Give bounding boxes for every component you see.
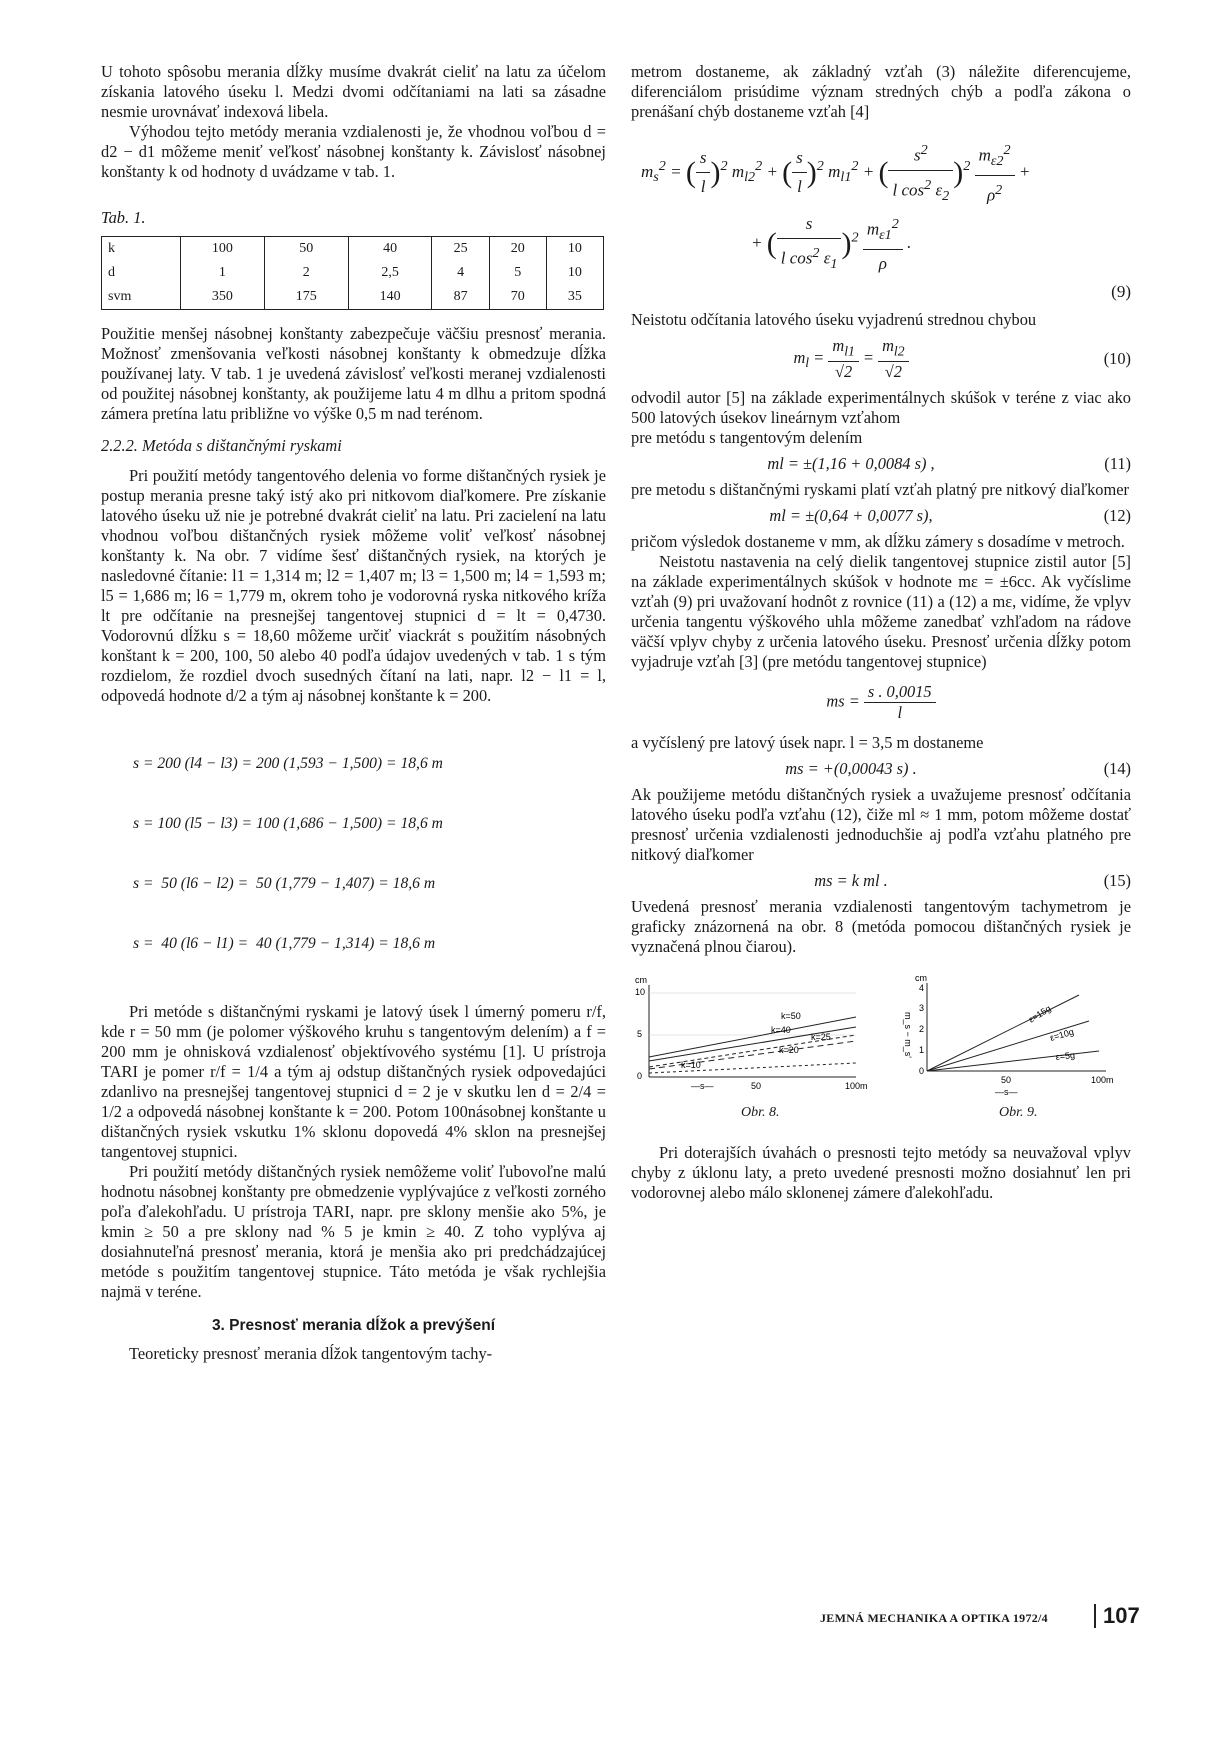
fig8-unit-y: cm xyxy=(635,975,647,986)
fig9-unit-y: cm xyxy=(915,973,927,984)
table-cell: 1 xyxy=(181,261,265,285)
fig9-x-symbol: —s— xyxy=(995,1087,1018,1098)
fig9-ytick: 0 xyxy=(919,1066,925,1077)
table-cell: 350 xyxy=(181,285,265,310)
fig9-ytick: 2 xyxy=(919,1024,925,1035)
table-row xyxy=(102,261,604,285)
fig8-label: k=40 xyxy=(771,1025,791,1036)
equation-14: ms = +(0,00043 s) . (14) xyxy=(785,759,1131,779)
right-column xyxy=(631,62,1131,1203)
equation-13: ms = $\frac{s . 0,0015}{l}$ xyxy=(631,682,1131,723)
journal-footer: JEMNÁ MECHANIKA A OPTIKA 1972/4 xyxy=(820,1611,1048,1625)
table-cell: 4 xyxy=(432,261,489,285)
table-cell: 10 xyxy=(546,237,603,262)
table-cell: 175 xyxy=(264,285,348,310)
fig9-unit-x: 100m xyxy=(1091,1075,1114,1086)
table-cell: 5 xyxy=(489,261,546,285)
table-cell: 50 xyxy=(264,237,348,262)
paragraph: U tohoto spôsobu merania dĺžky musíme dvakrát cieliť na latu za účelom získania latového úseku l. Medzi dvomi odčítaniami na lati sa zásadne nesmie urovnávať indexová libela. xyxy=(101,62,606,121)
fig8-ytick: 5 xyxy=(637,1029,643,1040)
figures-row xyxy=(631,973,1131,1133)
table-cell: 10 xyxy=(546,261,603,285)
paragraph: Teoreticky presnosť merania dĺžok tangentovým tachy- xyxy=(129,1344,493,1363)
data-table xyxy=(101,236,604,310)
equation-number: (10) xyxy=(1103,348,1131,368)
fig8-label: k=10 xyxy=(681,1060,701,1071)
fig9-label: ε=5g xyxy=(1055,1050,1076,1063)
figure-8 xyxy=(631,973,891,1103)
figure-9-caption: Obr. 9. xyxy=(999,1105,1038,1121)
paragraph: Pri metóde s dištančnými ryskami je latový úsek l úmerný pomeru r/f, kde r = 50 mm (je polomer výškového kruhu s tangentovým delením) a f = 200 mm je ohnisková vzdialenosť objektívového systému [1]. U prístroja TARI je pomer r/f = 1/4 a tým aj odstup dištančných rysiek odpovedajúci zdanlivo na presnejšej tangentovej stupnici d = 2 je v skutku len d = 2/4 = 1/2 a odpovedá násobnej konštante k = 200. Potom 100násobnej konštante u dištančných rysiek vskutku 1% sklonu dopovedá 4% sklon na presnejšej tangentovej stupnici. xyxy=(101,1002,606,1161)
fig8-xtick: 50 xyxy=(751,1081,762,1092)
table-cell: 2,5 xyxy=(348,261,432,285)
paragraph: a vyčíslený pre latový úsek napr. l = 3,5 m dostaneme xyxy=(631,733,984,753)
fig9-ytick: 1 xyxy=(919,1045,925,1056)
table-cell: 140 xyxy=(348,285,432,310)
fig9-y-axis-label: m_s − m_s' xyxy=(903,1012,913,1059)
table-cell: 35 xyxy=(546,285,603,310)
fig8-label: k=50 xyxy=(781,1011,801,1022)
fig8-unit-x: 100m xyxy=(845,1081,868,1092)
calculation-block xyxy=(133,714,606,994)
fig8-x-symbol: —s— xyxy=(691,1081,714,1092)
paragraph: pre metodu s dištančnými ryskami platí vzťah platný pre nitkový diaľkomer xyxy=(631,480,1129,500)
section-heading: 3. Presnosť merania dĺžok a prevýšení xyxy=(211,1317,496,1334)
paragraph: Použitie menšej násobnej konštanty zabezpečuje väčšiu presnosť merania. Možnosť zmenšovania veľkosti násobnej konštanty k obmedzuje dĺžka používanej laty. V tab. 1 je uvedená závislosť veľkosti meranej vzdialenosti od použitej násobnej konštanty, ak použijeme latu 4 m dlhu a pritom spodná zámera pretína latu približne vo výške 0,5 m nad terénom. xyxy=(101,324,606,423)
paragraph: metrom dostaneme, ak základný vzťah (3) náležite diferencujeme, diferenciálom prisúdime význam stredných chýb a podľa zákona o prenášaní chýb dostaneme vzťah [4] xyxy=(631,62,1131,121)
paragraph: Pri doterajších úvahách o presnosti tejto metódy sa neuvažoval vplyv chyby z úklonu laty, a preto uvedené presnosti možno dosiahnuť len pri vodorovnej alebo málo sklonenej zámere ďalekohľadu. xyxy=(631,1143,1131,1203)
table-cell: 20 xyxy=(489,237,546,262)
figure-9 xyxy=(891,973,1131,1103)
paragraph: Pri použití metódy tangentového delenia vo forme dištančných rysiek je postup merania presne taký istý ako pri nitkovom diaľkomere. Pre získanie latového úseku už nie je potrebné dvakrát cieliť na latu. Pri zacielení na latu vhodnou voľbou dištančných rysiek môžeme voliť veľkosť násobnej konštanty k. Na obr. 7 vidíme šesť dištančných rysiek, na ktorých je nasledovné čítanie: l1 = 1,314 m; l2 = 1,407 m; l3 = 1,500 m; l4 = 1,593 m; l5 = 1,686 m; l6 = 1,779 m, okrem toho je vodorovná ryska nitkového kríža lt pre odčítanie na presnejšej tangentovej stupnici d = lt = 0,4730. Vodorovnú dĺžku s = 18,60 môžeme určiť viackrát s použitím násobných konštant k = 200, 100, 50 alebo 40 podľa údajov uvedených v tab. 1 s tým rozdielom, že rozdiel dvoch susedných čítaní na lati, napr. l2 − l1 = l, odpovedá hodnote d/2 a tým aj násobnej konštante k = 200. xyxy=(101,466,606,705)
calc-line: s = 40 (l6 − l1) = 40 (1,779 − 1,314) = 18,6 m xyxy=(133,935,436,952)
table-row xyxy=(102,285,604,310)
paragraph: odvodil autor [5] na základe experimentálnych skúšok v teréne z viac ako 500 latových úsekov lineárnym vzťahom xyxy=(631,388,1131,428)
table-cell: 40 xyxy=(348,237,432,262)
paragraph: Ak použijeme metódu dištančných rysiek a uvažujeme presnosť odčítania latového úseku podľa vzťahu (12), čiže ml ≈ 1 mm, potom môžeme dostať presnosť určenia vzdialenosti jednoduchšie aj podľa vzťahu platného pre nitkový diaľkomer xyxy=(631,785,1131,865)
row-label: k xyxy=(102,237,181,262)
calc-line: s = 200 (l4 − l3) = 200 (1,593 − 1,500) = 18,6 m xyxy=(133,755,443,772)
table-row xyxy=(102,237,604,262)
fig9-ytick: 4 xyxy=(919,983,925,994)
table-cell: 100 xyxy=(181,237,265,262)
equation-12: ml = ±(0,64 + 0,0077 s), (12) xyxy=(769,506,1131,526)
paragraph: Výhodou tejto metódy merania vzdialenosti je, že vhodnou voľbou d = d2 − d1 môžeme meniť veľkosť násobnej konštanty k. Závislosť násobnej konštanty k od hodnoty d uvádzame v tab. 1. xyxy=(101,122,606,181)
fig8-label: k=20 xyxy=(779,1045,799,1056)
row-label: svm xyxy=(102,285,181,310)
table-caption: Tab. 1. xyxy=(101,208,146,227)
footer-divider xyxy=(1094,1604,1096,1628)
equation-15: ms = k ml . (15) xyxy=(814,871,1131,891)
section-heading: 2.2.2. Metóda s dištančnými ryskami xyxy=(101,436,342,455)
paragraph: Pri použití metódy dištančných rysiek nemôžeme voliť ľubovoľne malú hodnotu násobnej konštanty pre obmedzenie vyplývajúce z veľkosti zorného poľa ďalekohľadu. U prístroja TARI, napr. pre sklony menšie ako 5%, je kmin ≥ 50 a pre sklony nad % 5 je kmin ≥ 40. Z toho vyplýva aj dosiahnuteľná presnosť merania, ktorá je menšia ako pri predchádzajúcej metóde s použitím tangentovej stupnice. Táto metóda je však rychlejšia najmä v teréne. xyxy=(101,1162,606,1301)
figure-8-caption: Obr. 8. xyxy=(741,1105,780,1121)
calc-line: s = 100 (l5 − l3) = 100 (1,686 − 1,500) = 18,6 m xyxy=(133,815,443,832)
fig8-label: k=25 xyxy=(811,1032,831,1043)
fig9-xtick: 50 xyxy=(1001,1075,1012,1086)
page-number: 107 xyxy=(1103,1603,1140,1628)
equation-number: (14) xyxy=(1103,759,1131,779)
left-column xyxy=(101,62,606,1364)
equation-number: (9) xyxy=(1111,281,1131,301)
fig8-ytick: 0 xyxy=(637,1071,643,1082)
table-cell: 70 xyxy=(489,285,546,310)
equation-9: $m_s^2$ = ( $\frac{s}{l}$ )$^2$ $m_{l2}^2$ + ( $\frac{s}{l}$ )$^2$ $m_{l1}^2$ + ( $\frac{s^2}{l \cos^2 \varepsilon_2}$ )$^2$ $\frac{m_{\varepsilon 2}^2}{\rho^2}$ + + ( $\frac{s}{l \cos^2 \varepsilon_1}$ )$^2$ $\frac{m_{\varepsilon 1}^2}{\rho}$ . (9) xyxy=(631,136,1131,306)
paragraph: Uvedená presnosť merania vzdialenosti tangentovým tachymetrom je graficky znázornená na obr. 8 (metóda pomocou dištančných rysiek je vyznačená plnou čiarou). xyxy=(631,897,1131,957)
paragraph: pre metódu s tangentovým delením xyxy=(631,428,863,448)
paragraph: Neistotu nastavenia na celý dielik tangentovej stupnice zistil autor [5] na základe experimentálnych skúšok v hodnote mε = ±6cc. Ak vyčíslime vzťah (9) pri uvažovaní hodnôt z rovnice (11) a (12) a mε, vidíme, že vplyv určenia tangentu výškového uhla môžeme zanedbať vzhľadom na rádove väčší vplyv chyby z určenia latového úseku. Presnosť určenia dĺžky potom vyjadruje vzťah [3] (pre metódu tangentovej stupnice) xyxy=(631,552,1131,672)
paragraph: pričom výsledok dostaneme v mm, ak dĺžku zámery s dosadíme v metroch. xyxy=(631,532,1125,552)
fig9-ytick: 3 xyxy=(919,1003,925,1014)
calc-line: s = 50 (l6 − l2) = 50 (1,779 − 1,407) = 18,6 m xyxy=(133,875,436,892)
table-cell: 25 xyxy=(432,237,489,262)
table-cell: 2 xyxy=(264,261,348,285)
table-cell: 87 xyxy=(432,285,489,310)
row-label: d xyxy=(102,261,181,285)
equation-11: ml = ±(1,16 + 0,0084 s) , (11) xyxy=(767,454,1131,474)
fig9-label: ε=15g xyxy=(1026,1003,1053,1025)
paragraph: Neistotu odčítania latového úseku vyjadrenú strednou chybou xyxy=(631,309,1037,329)
equation-number: (11) xyxy=(1104,454,1131,474)
equation-number: (12) xyxy=(1103,506,1131,526)
fig8-ytick: 10 xyxy=(635,987,646,998)
fig9-label: ε=10g xyxy=(1048,1026,1075,1043)
equation-number: (15) xyxy=(1103,871,1131,891)
equation-10: $m_l$ = $\frac{m_{l1}}{√2}$ = $\frac{m_{l2}}{√2}$ (10) xyxy=(793,335,1131,382)
